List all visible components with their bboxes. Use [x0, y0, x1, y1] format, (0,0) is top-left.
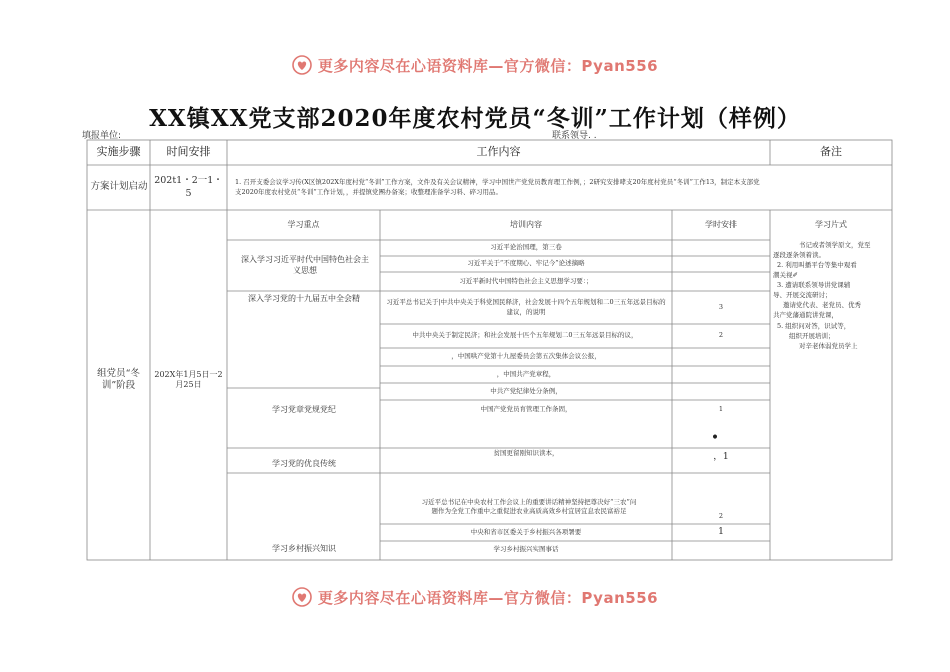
- focus-fine-tradition: 学习党的优良传统: [272, 459, 336, 469]
- subheader-training: 培训内容: [510, 219, 542, 229]
- training-item: 学习乡村振兴实图事话: [493, 544, 559, 553]
- note-line: 书记或者领学原文，党至: [799, 241, 871, 249]
- note-line: 组织开展培训；: [789, 331, 835, 340]
- note-line: 逐段逐条领着读。: [773, 251, 825, 260]
- header-step: 实施步骤: [96, 145, 141, 159]
- watermark-text: 更多内容尽在心语资料库—官方微信：Pyan556: [317, 56, 659, 75]
- note-line: 导、开展交流研讨；: [773, 291, 832, 300]
- training-item: 习近平总书记关于|中共中央关于科党国民释济，社会发展十四个五年规划和二0三五年远景目标的建议，的说明: [386, 298, 666, 316]
- heart-logo-icon: [292, 587, 312, 607]
- material-notes: [773, 240, 891, 351]
- watermark-text: 更多内容尽在心语资料库—官方微信：Pyan556: [317, 588, 659, 607]
- training-item: 中国产党党员育管理工作条固，: [480, 405, 572, 414]
- training-item: 习近平关于“不度期心、牢记今”论述摘略: [467, 259, 585, 268]
- focus-rural-revitalization: 学习乡村振兴知识: [272, 543, 336, 553]
- document-title: XX镇XX党支部2020年度农村党员“冬训”工作计划（样例）: [149, 105, 801, 132]
- training-hours: 3: [718, 302, 724, 311]
- training-item: 习近平总书记在中央农村工作会议上的重要讲话精神坚持把尊决好“三农”问题作为全党工作重中之重促进农业高质高效乡村宜居宜息农民富裕足: [421, 497, 637, 515]
- contact-leader-label: 联系领导. .: [552, 131, 597, 141]
- note-line: 邀请党代表、老党员、优秀: [783, 301, 861, 310]
- training-item: 习近平新时代中国特色社会主义思想学习要：；: [459, 276, 593, 285]
- training-item: 中共中央关于制定民济；和社会发展十匹个五年规划二0三五年远景目标的议，: [412, 331, 638, 340]
- training-hours: ，1: [713, 450, 729, 462]
- organize-step: 组党员“冬训”阶段: [97, 367, 140, 391]
- training-item: 习近平论治国理，第三卷: [490, 243, 562, 252]
- training-hours: 2: [718, 331, 724, 340]
- note-line: 3. 遭请联系领导讲党课辅: [777, 281, 851, 290]
- launch-step: 方案计划启动: [90, 181, 148, 193]
- fill-unit-label: 填报单位:: [82, 131, 122, 141]
- watermark-bottom: [0, 585, 950, 609]
- training-item: ，中国哄产党第十九屋委员会第五次集体会议公报，: [451, 352, 601, 361]
- note-line: 对辛老体弱党员学上: [799, 341, 858, 350]
- subheader-focus: 学习重点: [287, 219, 320, 229]
- note-line: 潮关视✐: [773, 271, 798, 280]
- training-item: 中共产党纪律处分条例，: [490, 386, 562, 395]
- subheader-material: 学习片式: [815, 219, 847, 229]
- focus-xi-thought: 深入学习习近平时代中国特色社会主义思想: [241, 255, 369, 275]
- note-line: 共产党藩通院讲党课，: [773, 311, 838, 320]
- focus-fifth-plenum: 深入学习党的十九届五中全会精: [248, 293, 360, 303]
- header-remark: 备注: [820, 145, 842, 159]
- bullet-mark: •: [710, 429, 720, 446]
- launch-content: 1. 召开支委会议学习传(X区镇202X年度村党“冬训”工作方案，文件及有关会议精神，学习中国世产党党员教育理工作例，；2研究安排哮支20年度村党员“冬训”工作13，制定本支部党支2020年度农村党员“冬训”工作计划，，并提镇党團办备案；收整理准备学习料、碎习用品。: [235, 178, 760, 196]
- launch-time: 202t1・2一1・5: [154, 175, 223, 199]
- header-time: 时间安排: [166, 145, 211, 159]
- note-line: 2. 利用叫播平台等集中观看: [777, 261, 857, 270]
- organize-time: 202X年1月5日一2月25日: [154, 369, 223, 389]
- training-hours: 2: [718, 512, 724, 521]
- note-line: 5. 组织问对答，识试等，: [777, 321, 851, 330]
- subheader-hours: 学时安排: [705, 219, 737, 229]
- training-hours: 1: [717, 526, 725, 538]
- focus-party-rules: 学习党章党规党纪: [272, 404, 336, 414]
- training-hours: 1: [718, 405, 724, 414]
- training-item: 贫国更留刚知识读本，: [493, 449, 559, 458]
- training-item: 中央和省市区委关于乡村振兴各项署要: [470, 527, 582, 536]
- training-item: ，中国共产党章程，: [496, 369, 556, 378]
- header-content: 工作内容: [476, 145, 521, 159]
